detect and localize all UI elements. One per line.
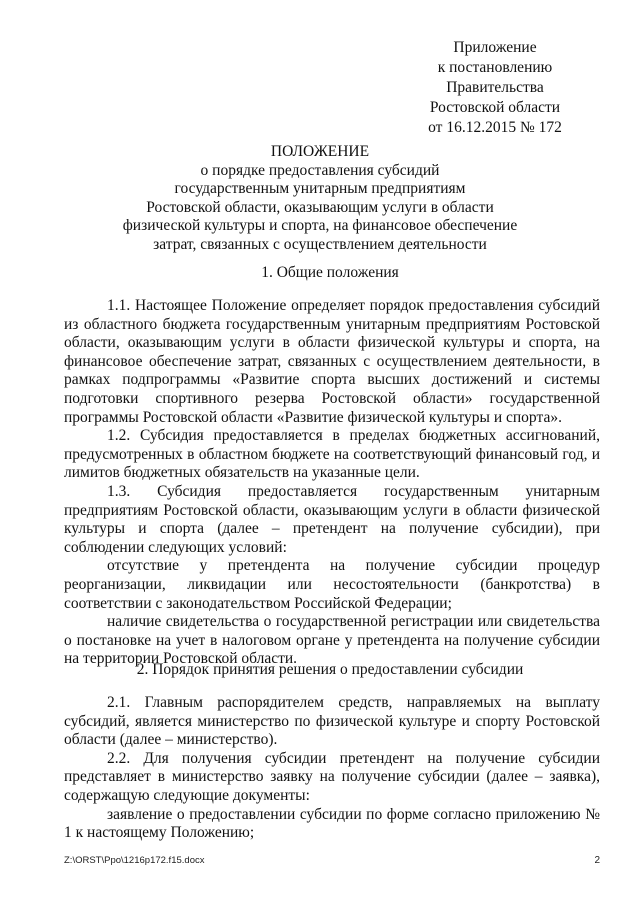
section-1-heading: 1. Общие положения [261,264,399,281]
appendix-line: Ростовской области [429,99,561,116]
title-line: о порядке предоставления субсидий [200,161,440,179]
paragraph-2-2: 2.2. Для получения субсидии претендент на получение субсидии представляет в министерство заявку на получение субсидии (далее – заявка), содержащую следующие документы: [64,749,600,804]
document-list-item: заявление о предоставлении субсидии по форме согласно приложению № 1 к настоящему Положению; [64,805,600,842]
paragraph-2-1: 2.1. Главным распорядителем средств, направляемых на выплату субсидий, является министерство по физической культуре и спорту Ростовской области (далее – министерство). [64,694,600,749]
paragraph-1-1: 1.1. Настоящее Положение определяет порядок предоставления субсидий из областного бюджета государственным унитарным предприятиям Ростовской области, оказывающим услуги в области физической культуры и спорта, на финансовое обеспечение затрат, связанных с осуществлением деятельности, в рамках подпрограммы «Развитие спорта высших достижений и системы подготовки спортивного резерва Ростовской области» государственной программы Ростовской области «Развитие физической культуры и спорта». [64,297,600,426]
appendix-block [400,38,590,138]
appendix-line: Приложение [453,39,537,56]
paragraph-1-3: 1.3. Субсидия предоставляется государственным унитарным предприятиям Ростовской области, оказывающим услуги в области физической культуры и спорта (далее – претендент на получение субсидии), при соблюдении следующих условий: [64,482,600,556]
page-number: 2 [594,855,600,866]
title-line: затрат, связанных с осуществлением деятельности [153,235,487,253]
section-2-body [64,694,600,843]
condition-paragraph: отсутствие у претендента на получение субсидии процедур реорганизации, ликвидации или несостоятельности (банкротства) в соответствии с законодательством Российской Федерации; [64,557,600,612]
title-line: государственным унитарным предприятиям [174,180,466,198]
title-line: физической культуры и спорта, на финансовое обеспечение [122,217,518,235]
appendix-line: Правительства [446,79,544,96]
paragraph-1-2: 1.2. Субсидия предоставляется в пределах бюджетных ассигнований, предусмотренных в областном бюджете на соответствующий финансовый год, и лимитов бюджетных обязательств на указанные цели. [64,427,600,482]
file-path: Z:\ORST\Ppo\1216p172.f15.docx [64,855,205,866]
condition-paragraph: наличие свидетельства о государственной регистрации или свидетельства о постановке на учет в налоговом органе у претендента на получение субсидии на территории Ростовской области. [64,613,600,668]
appendix-date-line: от 16.12.2015 № 172 [428,119,562,136]
document-title [120,143,520,255]
title-line: Ростовской области, оказывающим услуги в области [146,198,494,216]
section-2-heading: 2. Порядок принятия решения о предоставлении субсидии [136,661,524,678]
title-heading: ПОЛОЖЕНИЕ [270,143,370,160]
appendix-line: к постановлению [437,59,553,76]
section-1-body [64,297,600,669]
